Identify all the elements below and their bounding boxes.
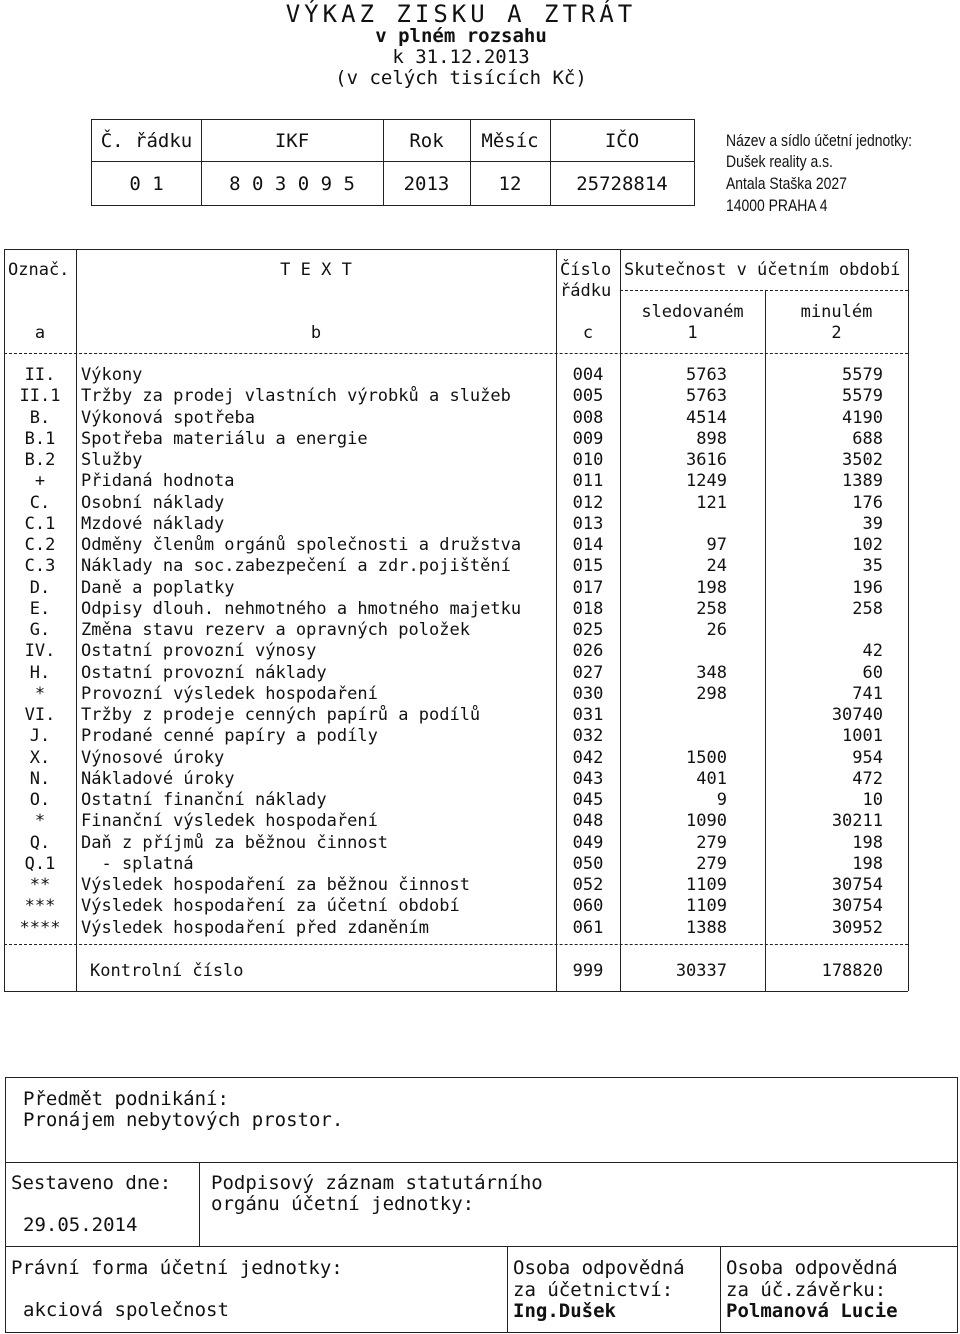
cell-oznac: IV. <box>24 641 56 662</box>
cell-min: 30740 <box>831 705 883 725</box>
header-col-a: a <box>34 323 46 343</box>
cell-oznac: X. <box>29 747 51 768</box>
cell-sled: 1109 <box>686 875 727 895</box>
cell-oznac: B. <box>29 407 51 428</box>
header-text: T E X T <box>280 260 352 280</box>
podpis-label-line1: Podpisový záznam statutárního <box>211 1172 543 1194</box>
cell-text: Tržby za prodej vlastních výrobků a služeb <box>81 386 511 407</box>
cell-text: Výsledek hospodaření za účetní období <box>81 896 460 917</box>
ident-value-ikf: 8 0 3 0 9 5 <box>229 173 355 195</box>
cell-sled: 3616 <box>686 450 727 470</box>
cell-oznac: VI. <box>24 705 56 725</box>
cell-cislo: 032 <box>572 726 604 747</box>
report-title: VÝKAZ ZISKU A ZTRÁT <box>285 0 637 28</box>
header-col-b: b <box>310 323 322 343</box>
ident-value-radku: 0 1 <box>129 173 164 195</box>
cell-oznac: E. <box>29 598 51 619</box>
sestaveno-value: 29.05.2014 <box>23 1214 138 1236</box>
cell-oznac: B.2 <box>24 450 56 470</box>
ident-value-mesic: 12 <box>498 173 522 195</box>
cell-text: Osobní náklady <box>81 492 225 513</box>
cell-text: Služby <box>81 450 143 470</box>
cell-sled: 279 <box>696 832 727 853</box>
cell-min: 198 <box>852 853 883 874</box>
cell-oznac: ** <box>29 875 51 895</box>
cell-oznac: * <box>34 683 46 704</box>
cell-text: Výsledek hospodaření za běžnou činnost <box>81 875 470 895</box>
cell-min: 30754 <box>831 875 883 895</box>
cell-text: Tržby z prodeje cenných papírů a podílů <box>81 705 481 725</box>
cell-min: 954 <box>852 747 883 768</box>
cell-min: 472 <box>852 768 883 789</box>
cell-cislo: 015 <box>572 556 604 577</box>
company-name: Dušek reality a.s. <box>726 152 833 171</box>
cell-min: 35 <box>862 556 883 577</box>
header-skutecnost: Skutečnost v účetním období <box>624 260 901 280</box>
predmet-label: Předmět podnikání: <box>23 1088 229 1110</box>
cell-cislo: 031 <box>572 705 604 725</box>
cell-cislo: 043 <box>572 768 604 789</box>
cell-text: Mzdové náklady <box>81 513 225 534</box>
cell-sled: 121 <box>696 492 727 513</box>
cell-sled: 258 <box>696 598 727 619</box>
zaverka-label-line1: Osoba odpovědná <box>726 1257 898 1279</box>
cell-min: 4190 <box>842 407 883 428</box>
header-minulem: minulém <box>800 302 873 322</box>
cell-sled: 9 <box>716 790 727 810</box>
pravni-forma-label: Právní forma účetní jednotky: <box>11 1257 343 1279</box>
cell-text: Výnosové úroky <box>81 747 225 768</box>
ident-value-rok: 2013 <box>403 173 450 195</box>
cell-text: Nákladové úroky <box>81 768 235 789</box>
control-label: Kontrolní číslo <box>90 961 244 981</box>
header-sledovanem: sledovaném <box>641 302 744 322</box>
cell-text: Výsledek hospodaření před zdaněním <box>81 917 429 938</box>
cell-oznac: N. <box>29 768 51 789</box>
cell-oznac: C.2 <box>24 535 56 555</box>
cell-cislo: 026 <box>572 641 604 662</box>
report-subtitle: v plném rozsahu <box>375 25 547 47</box>
cell-min: 42 <box>862 641 883 662</box>
company-city: 14000 PRAHA 4 <box>726 196 828 215</box>
ucetnictvi-value: Ing.Dušek <box>513 1300 616 1322</box>
company-street: Antala Staška 2027 <box>726 174 847 193</box>
zaverka-label-line2: za úč.závěrku: <box>726 1279 887 1301</box>
company-label: Název a sídlo účetní jednotky: <box>726 131 912 150</box>
cell-sled: 24 <box>706 556 727 577</box>
cell-cislo: 045 <box>572 790 604 810</box>
cell-text: Prodané cenné papíry a podíly <box>81 726 378 747</box>
cell-oznac: II. <box>24 365 56 385</box>
report-units: (v celých tisících Kč) <box>335 67 587 89</box>
cell-oznac: J. <box>29 726 51 747</box>
cell-sled: 26 <box>706 620 727 640</box>
cell-oznac: + <box>34 471 46 492</box>
control-cislo: 999 <box>572 961 604 981</box>
cell-cislo: 008 <box>572 407 604 428</box>
cell-cislo: 010 <box>572 450 604 470</box>
cell-oznac: II.1 <box>19 386 61 407</box>
cell-text: Výkony <box>81 365 143 385</box>
cell-text: Odpisy dlouh. nehmotného a hmotného majetku <box>81 598 522 619</box>
cell-cislo: 011 <box>572 471 604 492</box>
cell-text: Provozní výsledek hospodaření <box>81 683 378 704</box>
cell-sled: 1500 <box>686 747 727 768</box>
cell-min: 30211 <box>831 811 883 832</box>
cell-oznac: G. <box>29 620 51 640</box>
cell-cislo: 017 <box>572 577 604 598</box>
cell-min: 5579 <box>842 365 883 385</box>
cell-min: 176 <box>852 492 883 513</box>
cell-cislo: 027 <box>572 662 604 683</box>
cell-min: 30754 <box>831 896 883 917</box>
cell-cislo: 018 <box>572 598 604 619</box>
cell-text: - splatná <box>81 853 194 874</box>
cell-oznac: D. <box>29 577 51 598</box>
cell-sled: 898 <box>696 428 727 449</box>
cell-oznac: B.1 <box>24 428 56 449</box>
ident-header-rok: Rok <box>409 130 444 152</box>
cell-oznac: * <box>34 811 46 832</box>
cell-text: Spotřeba materiálu a energie <box>81 428 368 449</box>
cell-cislo: 004 <box>572 365 604 385</box>
pravni-forma-value: akciová společnost <box>23 1299 229 1321</box>
ident-value-ico: 25728814 <box>576 173 668 195</box>
cell-min: 39 <box>862 513 883 534</box>
cell-oznac: H. <box>29 662 51 683</box>
cell-min: 3502 <box>842 450 883 470</box>
ident-header-mesic: Měsíc <box>481 130 539 152</box>
cell-cislo: 014 <box>572 535 604 555</box>
cell-oznac: *** <box>24 896 56 917</box>
cell-sled: 298 <box>696 683 727 704</box>
cell-oznac: Q.1 <box>24 853 56 874</box>
cell-min: 30952 <box>831 917 883 938</box>
cell-cislo: 009 <box>572 428 604 449</box>
cell-text: Změna stavu rezerv a opravných položek <box>81 620 470 640</box>
cell-min: 5579 <box>842 386 883 407</box>
cell-text: Ostatní finanční náklady <box>81 790 327 810</box>
cell-sled: 401 <box>696 768 727 789</box>
cell-sled: 1109 <box>686 896 727 917</box>
cell-min: 258 <box>852 598 883 619</box>
cell-oznac: C.3 <box>24 556 56 577</box>
cell-min: 1001 <box>842 726 883 747</box>
cell-min: 102 <box>852 535 883 555</box>
cell-sled: 1249 <box>686 471 727 492</box>
cell-cislo: 049 <box>572 832 604 853</box>
cell-text: Daně a poplatky <box>81 577 235 598</box>
cell-text: Finanční výsledek hospodaření <box>81 811 378 832</box>
cell-cislo: 030 <box>572 683 604 704</box>
cell-text: Ostatní provozní náklady <box>81 662 327 683</box>
ucetnictvi-label-line1: Osoba odpovědná <box>513 1257 685 1279</box>
cell-text: Přidaná hodnota <box>81 471 235 492</box>
cell-cislo: 013 <box>572 513 604 534</box>
ucetnictvi-label-line2: za účetnictví: <box>513 1279 674 1301</box>
cell-cislo: 061 <box>572 917 604 938</box>
control-minulem: 178820 <box>821 961 883 981</box>
cell-sled: 4514 <box>686 407 727 428</box>
cell-cislo: 060 <box>572 896 604 917</box>
cell-sled: 5763 <box>686 365 727 385</box>
sestaveno-label: Sestaveno dne: <box>11 1172 172 1194</box>
cell-oznac: O. <box>29 790 51 810</box>
control-sledovanem: 30337 <box>675 961 727 981</box>
cell-text: Ostatní provozní výnosy <box>81 641 317 662</box>
header-oznac: Označ. <box>8 260 70 280</box>
cell-text: Daň z příjmů za běžnou činnost <box>81 832 389 853</box>
header-col-2: 2 <box>831 323 842 343</box>
cell-sled: 5763 <box>686 386 727 407</box>
zaverka-value: Polmanová Lucie <box>726 1300 898 1322</box>
podpis-label-line2: orgánu účetní jednotky: <box>211 1193 475 1215</box>
cell-sled: 279 <box>696 853 727 874</box>
cell-cislo: 012 <box>572 492 604 513</box>
cell-min: 196 <box>852 577 883 598</box>
cell-sled: 1388 <box>686 917 727 938</box>
header-radku: řádku <box>560 281 612 301</box>
cell-oznac: **** <box>19 917 61 938</box>
cell-sled: 198 <box>696 577 727 598</box>
cell-oznac: Q. <box>29 832 51 853</box>
cell-sled: 97 <box>706 535 727 555</box>
ident-header-ikf: IKF <box>274 130 310 152</box>
cell-cislo: 052 <box>572 875 604 895</box>
cell-text: Odměny členům orgánů společnosti a družstva <box>81 535 522 555</box>
cell-cislo: 025 <box>572 620 604 640</box>
header-col-1: 1 <box>687 323 698 343</box>
cell-oznac: C.1 <box>24 513 56 534</box>
cell-min: 198 <box>852 832 883 853</box>
predmet-value: Pronájem nebytových prostor. <box>23 1109 344 1131</box>
cell-cislo: 005 <box>572 386 604 407</box>
cell-min: 60 <box>862 662 883 683</box>
cell-sled: 348 <box>696 662 727 683</box>
cell-min: 1389 <box>842 471 883 492</box>
cell-text: Náklady na soc.zabezpečení a zdr.pojištění <box>81 556 511 577</box>
cell-min: 688 <box>852 428 883 449</box>
cell-sled: 1090 <box>686 811 727 832</box>
header-cislo: Číslo <box>560 260 612 280</box>
report-date: k 31.12.2013 <box>392 46 530 68</box>
cell-text: Výkonová spotřeba <box>81 407 255 428</box>
cell-min: 741 <box>852 683 883 704</box>
ident-header-ico: IČO <box>604 130 640 152</box>
ident-header-radku: Č. řádku <box>100 130 193 152</box>
header-col-c: c <box>582 323 594 343</box>
cell-cislo: 042 <box>572 747 604 768</box>
cell-oznac: C. <box>29 492 51 513</box>
cell-cislo: 048 <box>572 811 604 832</box>
cell-min: 10 <box>862 790 883 810</box>
cell-cislo: 050 <box>572 853 604 874</box>
